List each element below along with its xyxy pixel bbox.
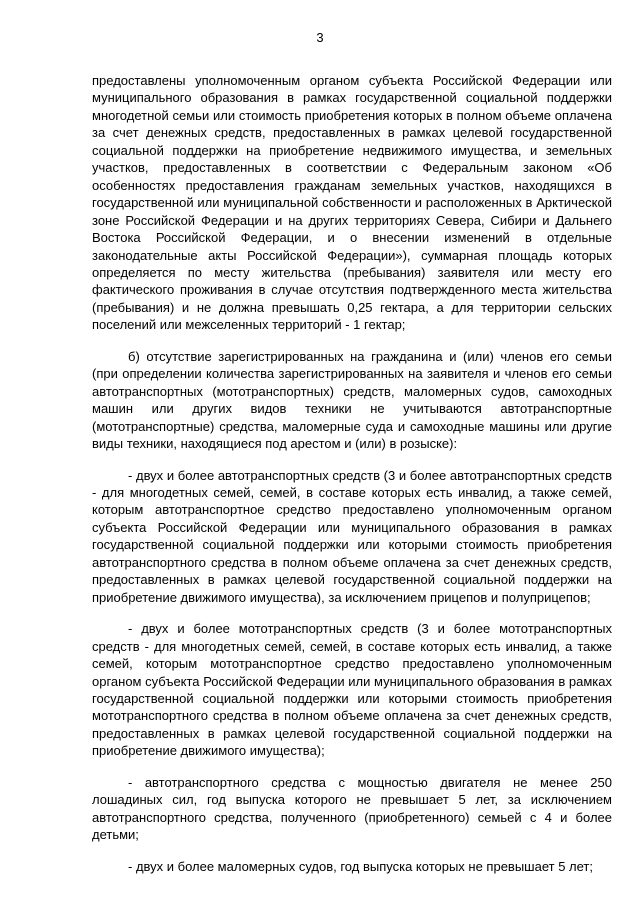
- paragraph-motorcycles: - двух и более мототранспортных средств (3 и более мототранспортных средств - для многодетных семей, семей, в составе которых есть инвалид, а также семей, которым мототранспортное средство предоставлено уполномоченным органом субъекта Российской Федерации или муниципального образования в рамках государственной социальной поддержки или которыми стоимость приобретения мототранспортного средства в полном объеме оплачена за счет денежных средств, предоставленных в рамках целевой государственной социальной поддержки на приобретение движимого имущества);: [92, 621, 612, 759]
- paragraph-engine-power: - автотранспортного средства с мощностью двигателя не менее 250 лошадиных сил, год выпуска которого не превышает 5 лет, за исключением автотранспортного средства, полученного (приобретенного) семьей с 4 и более детьми;: [92, 774, 612, 843]
- paragraph-continuation: предоставлены уполномоченным органом субъекта Российской Федерации или муниципального образования в рамках государственной социальной поддержки многодетной семьи или стоимость приобретения которых в полном объеме оплачена за счет денежных средств, предоставленных в рамках целевой государственной социальной поддержки на приобретение недвижимого имущества, и земельных участков, предоставленных в соответствии с Федеральным законом «Об особенностях предоставления гражданам земельных участков, находящихся в государственной или муниципальной собственности и расположенных в Арктической зоне Российской Федерации и на других территориях Севера, Сибири и Дальнего Востока Российской Федерации, и о внесении изменений в отдельные законодательные акты Российской Федерации»), суммарная площадь которых определяется по месту жительства (пребывания) заявителя или месту его фактического проживания в случае отсутствия подтвержденного места жительства (пребывания) и не должна превышать 0,25 гектара, а для территории сельских поселений или межселенных территорий - 1 гектар;: [92, 73, 612, 333]
- page-number: 3: [316, 30, 324, 45]
- paragraph-vehicles: - двух и более автотранспортных средств (3 и более автотранспортных средств - для многодетных семей, семей, в составе которых есть инвалид, а также семей, которым автотранспортное средство предоставлено уполномоченным органом субъекта Российской Федерации или муниципального образования в рамках государственной социальной поддержки или которыми стоимость приобретения автотранспортного средства в полном объеме оплачена за счет денежных средств, предоставленных в рамках целевой государственной социальной поддержки на приобретение движимого имущества), за исключением прицепов и полуприцепов;: [92, 467, 612, 605]
- paragraph-small-vessels: - двух и более маломерных судов, год выпуска которых не превышает 5 лет;: [128, 858, 593, 874]
- paragraph-item-b: б) отсутствие зарегистрированных на гражданина и (или) членов его семьи (при определении количества зарегистрированных на заявителя и членов его семьи автотранспортных (мототранспортных) средств, маломерных судов, самоходных машин или других видов техники не учитываются автотранспортные (мототранспортные) средства, маломерные суда и самоходные машины или другие виды техники, находящиеся под арестом и (или) в розыске):: [92, 348, 612, 452]
- document-body: [92, 72, 612, 875]
